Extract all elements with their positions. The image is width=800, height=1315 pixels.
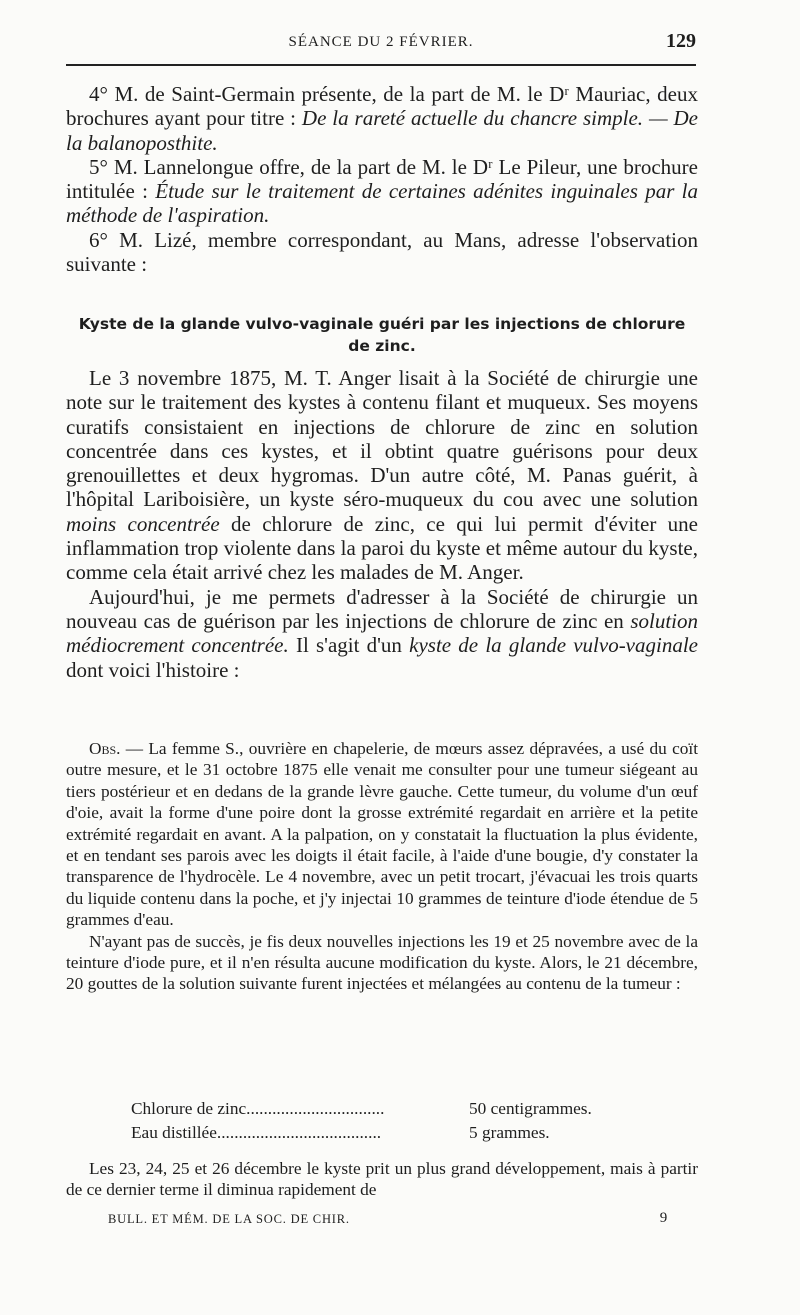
body-p1-end: de chlorure de zinc, ce qui lui permit d'éviter une inflammation trop violente dans la paroi du kyste et même autour du kyste, comme cela était arrivé chez les malades de M. Anger.: [66, 511, 698, 585]
header-rule: [66, 64, 696, 66]
item-6: 6° M. Lizé, membre correspondant, au Mans, adresse l'observation suivante :: [66, 227, 698, 277]
footer: [108, 1212, 668, 1227]
item-4: [66, 82, 698, 155]
recipe-row: [131, 1121, 651, 1145]
body-paragraph-2: [66, 585, 698, 682]
observation-p1-text: — La femme S., ouvrière en chapelerie, de mœurs assez dépravées, a usé du coït outre mesure, et le 31 octobre 1875 elle venait me consulter pour une tumeur siégeant au tiers postérieur et en dedans de la grande lèvre gauche. Cette tumeur, du volume d'un œuf d'oie, avait la forme d'une poire dont la grosse extrémité regardait en arrière et la petite extrémité regardait en avant. A la palpation, on y constatait la fluctuation la plus évidente, et en tendant ses parois avec les doigts il était facile, à l'aide d'une bougie, d'y constater la transparence de l'hydrocèle. Le 4 novembre, avec un petit trocart, j'évacuai les trois quarts du liquide contenu dans la poche, et j'y injectai 10 grammes de teinture d'iode étendue de 5 grammes d'eau.: [66, 739, 698, 930]
observation-paragraph-3: Les 23, 24, 25 et 26 décembre le kyste prit un plus grand développement, mais à partir de ce dernier terme il diminua rapidement de: [66, 1159, 698, 1200]
observation: [66, 738, 698, 995]
observation-paragraph-2: N'ayant pas de succès, je fis deux nouvelles injections les 19 et 25 novembre avec de la teinture d'iode pure, et il n'en résulta aucune modification du kyste. Alors, le 21 décembre, 20 gouttes de la solution suivante furent injectées et mélangées au contenu de la tumeur :: [66, 931, 698, 994]
recipe-quantity: 5 grammes.: [469, 1123, 550, 1142]
recipe-ingredient: [131, 1097, 469, 1121]
recipe-ingredient-name: Eau distillée: [131, 1123, 217, 1142]
running-title: SÉANCE DU 2 FÉVRIER.: [288, 34, 474, 50]
article-title: Kyste de la glande vulvo-vaginale guéri par les injections de chlorure de zinc.: [78, 315, 686, 355]
body-p1-text: Le 3 novembre 1875, M. T. Anger lisait à la Société de chirurgie une note sur le traitement des kystes à contenu filant et muqueux. Ses moyens curatifs consistaient en injections de chlorure de zinc en solution concentrée dans ces kystes, et il obtint quatre guérisons pour deux grenouillettes et deux hygromas. D'un autre côté, M. Panas guérit, à l'hôpital Lariboisière, un kyste séro-muqueux du cou avec une solution: [66, 366, 698, 512]
item-5: [66, 155, 698, 228]
recipe-table: [131, 1097, 651, 1145]
body-p2-text-b: Il s'agit d'un: [288, 633, 410, 658]
item-5-title: Étude sur le traitement de certaines adénites inguinales par la méthode de l'aspiration.: [66, 179, 698, 228]
body-p1-emphasis: moins concentrée: [66, 511, 220, 536]
recipe-quantity: 50 centigrammes.: [469, 1099, 592, 1118]
body-p2-emphasis-2: kyste de la glande vulvo-vaginale: [409, 633, 698, 658]
body-p2-text-a: Aujourd'hui, je me permets d'adresser à la Société de chirurgie un nouveau cas de guérison par les injections de chlorure de zinc en: [66, 584, 698, 633]
observation-continued: [66, 1158, 698, 1201]
recipe-ingredient-name: Chlorure de zinc: [131, 1099, 247, 1118]
body-p2-emphasis-1: solution médiocrement concentrée.: [66, 608, 698, 658]
observation-paragraph-1: [66, 738, 698, 931]
item-4-titles: De la rareté actuelle du chancre simple. — De la balanoposthite.: [66, 106, 698, 155]
footer-journal: BULL. ET MÉM. DE LA SOC. DE CHIR.: [108, 1212, 350, 1226]
body-paragraph-1: [66, 366, 698, 585]
page-number: 129: [666, 30, 696, 52]
article-body: [66, 366, 698, 682]
running-head: [66, 30, 696, 56]
recipe-ingredient: [131, 1121, 469, 1145]
body-p2-text-c: dont voici l'histoire :: [66, 657, 240, 682]
observation-label: Obs.: [89, 739, 121, 758]
announcements: [66, 82, 698, 276]
item-5-text: 5° M. Lannelongue offre, de la part de M. le Dʳ Le Pileur, une brochure intitulée :: [66, 154, 698, 204]
recipe-leader-dots: ......................................: [216, 1123, 382, 1142]
signature-mark: 9: [659, 1210, 668, 1226]
item-4-text: 4° M. de Saint-Germain présente, de la part de M. le Dʳ Mauriac, deux brochures ayant pour titre :: [66, 82, 698, 131]
recipe-row: [131, 1097, 651, 1121]
recipe-leader-dots: ................................: [246, 1099, 385, 1118]
